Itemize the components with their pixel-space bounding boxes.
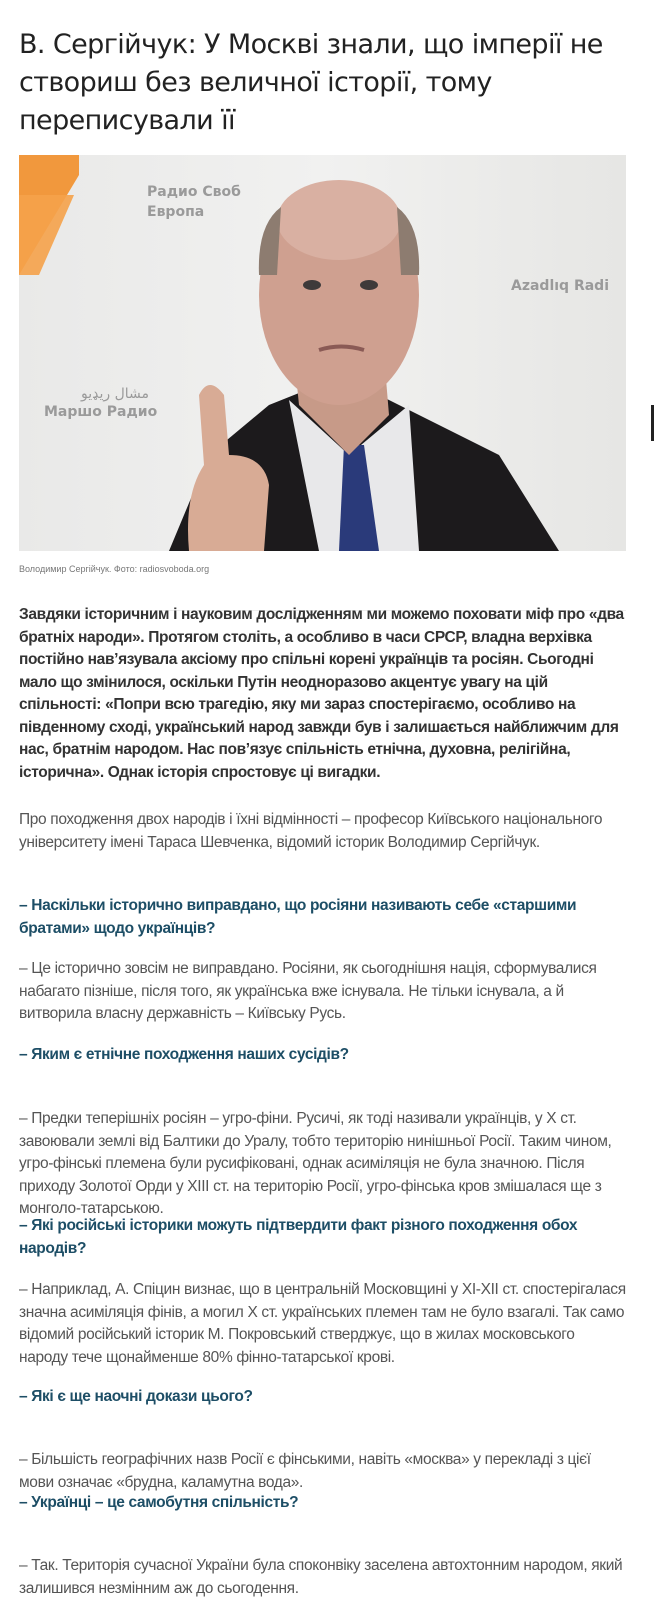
portrait-image: [19, 155, 626, 551]
backdrop-label: Azadlıq Radi: [511, 278, 609, 294]
question: – Які є ще наочні докази цього?: [19, 1388, 253, 1405]
answer: – Так. Територія сучасної України була споконвіку заселена автохтонним народом, який залишився незмінним аж до сьогодення.: [19, 1557, 623, 1597]
photo-caption: Володимир Сергійчук. Фото: radiosvoboda.org: [19, 564, 210, 574]
backdrop-label: Радио Своб: [147, 184, 241, 200]
answer: – Більшість географічних назв Росії є фінськими, навіть «москва» у перекладі з цієї мови означає «брудна, каламутна вода».: [19, 1451, 591, 1491]
question: – Які російські історики можуть підтвердити факт різного походження обох народів?: [19, 1217, 578, 1257]
question: – Українці – це самобутня спільність?: [19, 1494, 299, 1511]
answer: – Наприклад, А. Спіцин визнає, що в центральній Московщині у ХІ-ХІІ ст. спостерігалася значна асиміляція фінів, а могил Х ст. українських племен там не було взагалі. Так само відомий російський історик М. Покровський стверджує, що в жилах московського народу тече щонайменше 80% фінно-татарської крові.: [19, 1281, 626, 1366]
lead-paragraph: Завдяки історичним і науковим дослідженням ми можемо поховати міф про «два братніх народи». Протягом століть, а особливо в часи СРСР, владна верхівка постійно нав’язувала аксіому про спільні корені українців та росіян. Сьогодні мало що змінилося, оскільки Путін неодноразово акцентує увагу на цій спільності: «Попри всю трагедію, яку ми зараз спостерігаємо, особливо на південному сході, український народ завжди був і залишається найближчим для нас, братнім народом. Нас пов’язує спільність етнічна, духовна, релігійна, історична». Однак історія спростовує ці вигадки.: [19, 606, 624, 781]
backdrop-label: Маршо Радио: [44, 404, 158, 420]
article-title: В. Сергійчук: У Москві знали, що імперії не створиш без величної історії, тому переписували її: [19, 29, 603, 136]
article-photo: [19, 155, 626, 551]
answer: – Це історично зовсім не виправдано. Росіяни, як сьогоднішня нація, сформувалися набагато пізніше, після того, як українська вже існувала. Не тільки існувала, а й витворила власну державність – Київську Русь.: [19, 960, 597, 1022]
backdrop-label: Европа: [147, 204, 205, 220]
question: – Яким є етнічне походження наших сусідів?: [19, 1046, 349, 1063]
scrollbar-thumb[interactable]: [651, 405, 654, 441]
question: – Наскільки історично виправдано, що росіяни називають себе «старшими братами» щодо українців?: [19, 897, 577, 937]
intro-paragraph: Про походження двох народів і їхні відмінності – професор Київського національного університету імені Тараса Шевченка, відомий історик Володимир Сергійчук.: [19, 811, 603, 851]
answer: – Предки теперішніх росіян – угро-фіни. Русичі, як тоді називали українців, у Х ст. завоювали землі від Балтики до Уралу, тобто територію нинішньої Росії. Таким чином, угро-фінські племена були русифіковані, однак асиміляція не була значною. Після приходу Золотої Орди у ХІІІ ст. на територію Росії, угро-фінська кров змішалася ще з монголо-татарською.: [19, 1110, 612, 1217]
backdrop-label: مشال ریډیو: [81, 386, 150, 402]
